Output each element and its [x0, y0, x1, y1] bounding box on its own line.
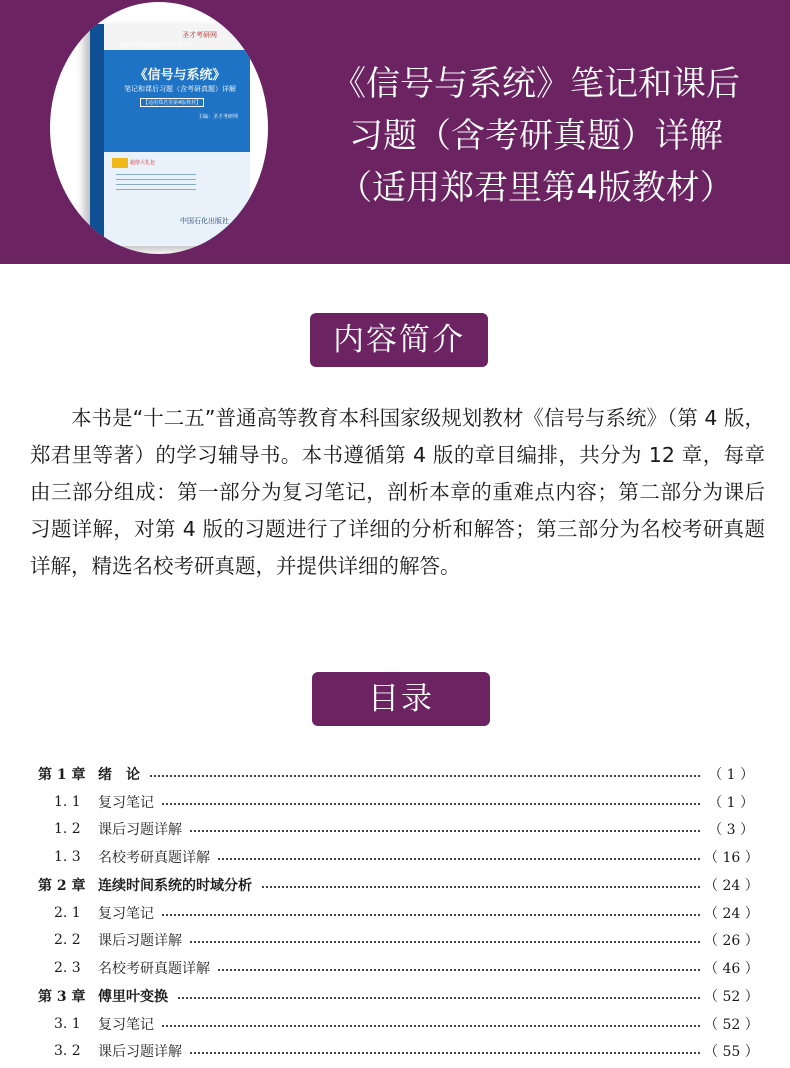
toc-leader-dots [150, 775, 700, 777]
toc-leader-dots [218, 969, 700, 971]
toc-section-row[interactable] [38, 954, 759, 982]
toc-number: 2. 2 [54, 932, 81, 949]
toc-number: 1. 1 [54, 793, 81, 810]
toc-page-number: （ 52 ） [704, 1016, 759, 1033]
title-line: 习题（含考研真题）详解 [349, 116, 723, 156]
toc-leader-dots [162, 914, 700, 916]
toc-title: 课后习题详解 [98, 933, 182, 950]
toc-leader-dots [190, 941, 700, 943]
toc-page-number: （ 26 ） [704, 933, 759, 950]
toc-leader-dots [178, 997, 700, 999]
toc-leader-dots [190, 1052, 700, 1054]
toc-leader-dots [162, 1025, 700, 1027]
toc-leader-dots [190, 830, 700, 832]
cover-badge-text: 超值大礼包 [130, 160, 156, 166]
toc-title: 连续时间系统的时域分析 [98, 877, 252, 894]
toc-page-number: （ 55 ） [704, 1044, 759, 1061]
toc-leader-dots [262, 886, 700, 888]
toc-number: 3. 2 [54, 1043, 81, 1060]
toc-chapter-row[interactable] [38, 760, 754, 788]
cover-title: 《信号与系统》 [134, 68, 226, 83]
toc-title: 傅里叶变换 [98, 988, 168, 1005]
intro-text [30, 400, 765, 585]
toc-chapter-row[interactable] [38, 982, 759, 1010]
toc-section-row[interactable] [38, 788, 754, 816]
toc-title: 复习笔记 [98, 905, 154, 922]
cover-subtitle: 笔记和课后习题（含考研真题）详解 [124, 85, 236, 93]
toc-title: 名校考研真题详解 [98, 961, 210, 978]
toc-page-number: （ 16 ） [704, 850, 759, 867]
cover-logo: 圣才考研网 [182, 31, 217, 39]
book-spine [90, 24, 104, 246]
toc-page-number: （ 3 ） [708, 822, 754, 839]
toc-section-row[interactable] [38, 927, 759, 955]
cover-text-lines [116, 174, 196, 194]
toc-section-row[interactable] [38, 1010, 759, 1038]
cover-badge-icon [112, 158, 128, 168]
toc-page-number: （ 1 ） [708, 794, 754, 811]
toc-title: 课后习题详解 [98, 822, 182, 839]
toc-page-number: （ 46 ） [704, 961, 759, 978]
toc-page-number: （ 24 ） [704, 905, 759, 922]
toc-section-row[interactable] [38, 843, 759, 871]
intro-paragraph: 本书是“十二五”普通高等教育本科国家级规划教材《信号与系统》（第 4 版，郑君里等著）的学习辅导书。本书遵循第 4 版的章目编排，共分为 12 章，每章由三部分组成：第一部分为复习笔记，剖析本章的重难点内容；第二部分为课后习题详解，对第 4 版的习题进行了详细的分析和解答；第三部分为名校考研真题详解，精选名校考研真题，并提供详细的解答。 [30, 406, 765, 578]
toc-leader-dots [218, 858, 700, 860]
toc-title: 复习笔记 [98, 1016, 154, 1033]
toc-title: 名校考研真题详解 [98, 850, 210, 867]
toc-chapter-row[interactable] [38, 871, 759, 899]
toc-number: 第 2 章 [38, 877, 86, 894]
toc-title: 绪 论 [98, 766, 140, 783]
title-line: 《信号与系统》笔记和课后 [332, 64, 740, 104]
toc-number: 第 3 章 [38, 988, 86, 1005]
toc-section-row[interactable] [38, 899, 759, 927]
toc-number: 3. 1 [54, 1015, 81, 1032]
table-of-contents [38, 760, 759, 1065]
page-title [296, 58, 776, 214]
book-cover-image [50, 2, 268, 254]
intro-heading: 内容简介 [310, 313, 488, 367]
toc-page-number: （ 52 ） [704, 988, 759, 1005]
cover-editor: 主编：圣才考研网 [198, 114, 239, 120]
toc-number: 2. 1 [54, 904, 81, 921]
toc-number: 第 1 章 [38, 766, 86, 783]
toc-section-row[interactable] [38, 1038, 759, 1066]
cover-publisher: 中国石化出版社 [180, 217, 229, 225]
cover-series: 国内外经典教材辅导系列·理工类 [120, 43, 192, 49]
toc-page-number: （ 1 ） [708, 766, 754, 783]
title-line: （适用郑君里第4版教材） [338, 168, 734, 208]
toc-section-row[interactable] [38, 816, 754, 844]
toc-leader-dots [162, 803, 700, 805]
cover-tag: 【适用郑君里第4版教材】 [140, 98, 204, 107]
toc-number: 1. 2 [54, 821, 81, 838]
header-banner [0, 0, 790, 264]
toc-title: 复习笔记 [98, 794, 154, 811]
toc-title: 课后习题详解 [98, 1044, 182, 1061]
toc-number: 1. 3 [54, 849, 81, 866]
toc-heading: 目录 [312, 672, 490, 726]
toc-page-number: （ 24 ） [704, 877, 759, 894]
toc-number: 2. 3 [54, 960, 81, 977]
